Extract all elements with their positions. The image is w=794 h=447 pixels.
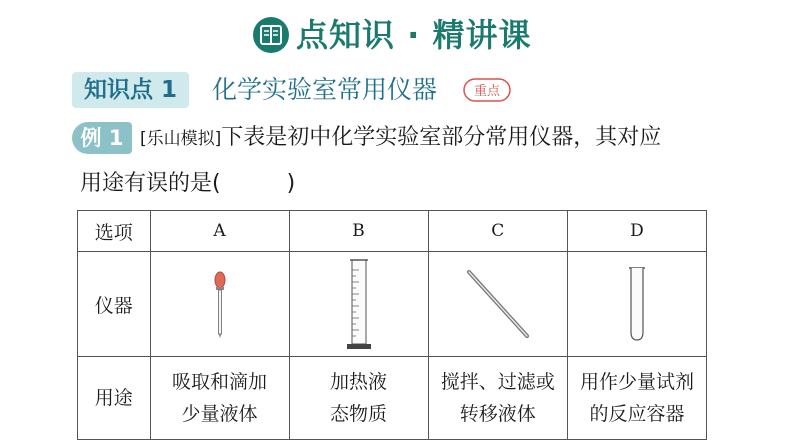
- graduated-cylinder-icon: [345, 256, 373, 352]
- use-d-line-2: 的反应容器: [589, 403, 685, 425]
- use-b-line-1: 加热液: [330, 371, 388, 393]
- use-a-cell: [150, 357, 289, 440]
- dropper-icon: [210, 269, 230, 339]
- use-d-cell: [567, 357, 706, 440]
- badge-text: 重点: [473, 84, 501, 99]
- glass-rod-icon: [463, 266, 533, 342]
- use-b-cell: [289, 357, 428, 440]
- use-a-line-1: 吸取和滴加: [172, 371, 268, 393]
- book-icon: [252, 16, 290, 54]
- use-c-cell: [428, 357, 567, 440]
- test-tube-icon: [625, 264, 649, 344]
- question-line-2: 用途有误的是( ): [80, 171, 296, 196]
- instrument-row: [78, 252, 707, 357]
- instrument-table: [77, 210, 707, 440]
- instrument-label: 仪器: [78, 252, 151, 357]
- page-title: 点知识 · 精讲课: [296, 16, 532, 54]
- use-a-line-2: 少量液体: [181, 403, 258, 425]
- header-d: D: [567, 211, 706, 252]
- header-option: 选项: [78, 211, 151, 252]
- example-tag: 例 1: [72, 122, 132, 154]
- header-b: B: [289, 211, 428, 252]
- header-c: C: [428, 211, 567, 252]
- use-c-line-1: 搅拌、过滤或: [440, 371, 555, 393]
- table-header-row: [78, 211, 707, 252]
- question-source: [乐山模拟]: [140, 129, 222, 149]
- instrument-c-cell: [428, 252, 567, 357]
- question-line-1: [140, 118, 661, 159]
- header-a: A: [150, 211, 289, 252]
- use-b-line-2: 态物质: [330, 403, 388, 425]
- instrument-a-cell: [150, 252, 289, 357]
- instrument-b-cell: [289, 252, 428, 357]
- use-row: [78, 357, 707, 440]
- question-text-1: 下表是初中化学实验室部分常用仪器，其对应: [221, 125, 662, 150]
- use-label: 用途: [78, 357, 151, 440]
- section-header: [0, 8, 794, 62]
- use-d-line-1: 用作少量试剂: [579, 371, 694, 393]
- instrument-d-cell: [567, 252, 706, 357]
- use-c-line-2: 转移液体: [459, 403, 536, 425]
- knowledge-point-title: 化学实验室常用仪器: [212, 75, 438, 104]
- key-point-badge: [463, 78, 511, 102]
- knowledge-point-tag: 知识点 1: [72, 72, 189, 108]
